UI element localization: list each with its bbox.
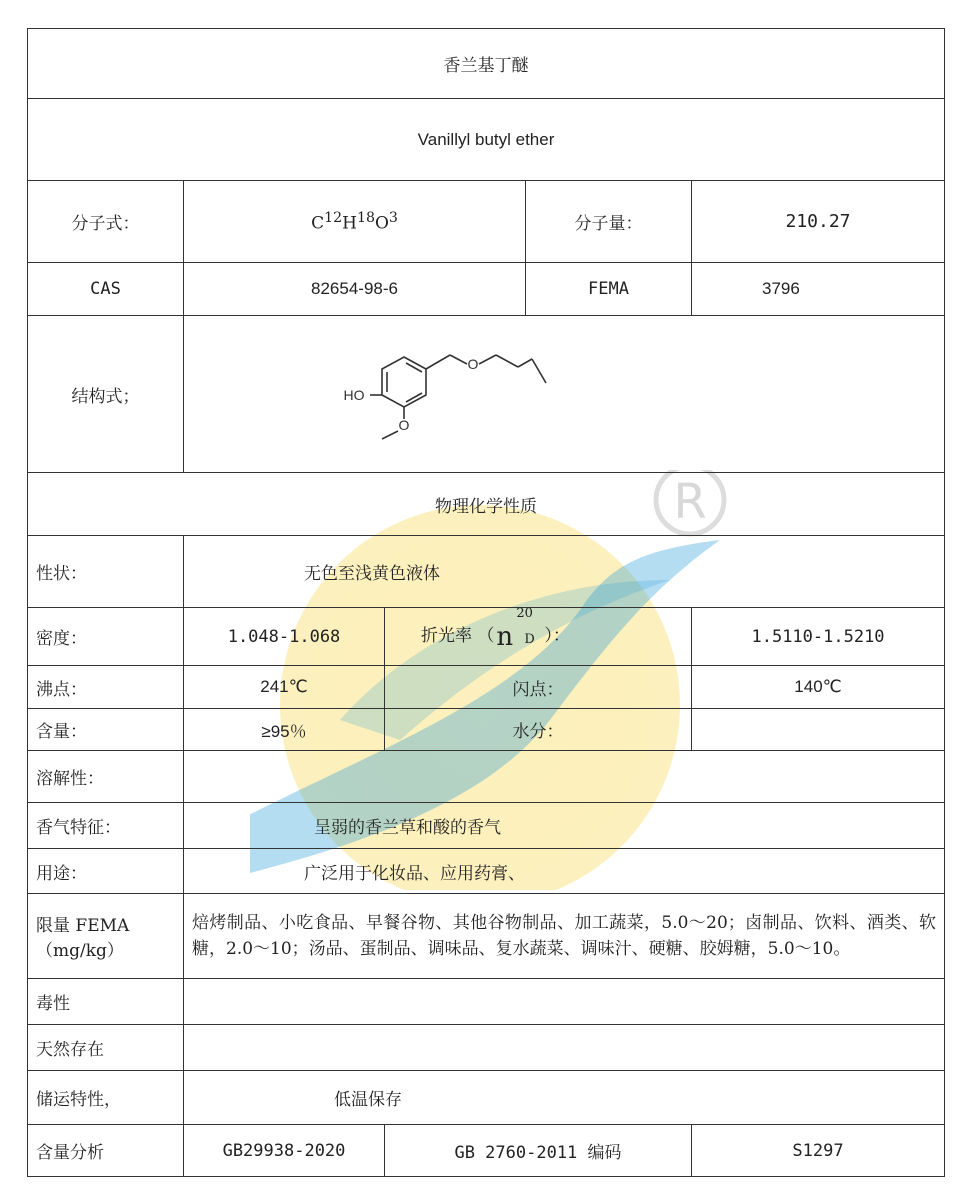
appearance-label: 性状： (28, 536, 184, 608)
boiling-row (28, 666, 945, 709)
atom-oxygen-methoxy: O (398, 417, 410, 433)
watermark-registered-mark: R (673, 474, 707, 530)
odor-value: 呈弱的香兰草和酸的香气 (184, 803, 945, 849)
content-label: 含量： (28, 709, 184, 751)
natural-label: 天然存在 (28, 1025, 184, 1071)
natural-value (184, 1025, 945, 1071)
solubility-label: 溶解性： (28, 751, 184, 803)
structure-cell (184, 316, 945, 473)
content-row (28, 709, 945, 751)
limit-label: 限量 FEMA （mg/kg） (28, 894, 184, 979)
boiling-label: 沸点： (28, 666, 184, 709)
storage-label: 储运特性， (28, 1071, 184, 1125)
density-value: 1.048-1.068 (184, 608, 385, 666)
molecular-weight: 210.27 (692, 181, 945, 263)
boiling-value: 241℃ (184, 666, 385, 709)
cas-label: CAS (28, 263, 184, 316)
odor-label: 香气特征： (28, 803, 184, 849)
appearance-value: 无色至浅黄色液体 (184, 536, 945, 608)
mw-label: 分子量： (526, 181, 692, 263)
content-value: ≥95％ (184, 709, 385, 751)
analysis-row (28, 1125, 945, 1177)
section-row (28, 473, 945, 536)
structure-diagram (332, 339, 592, 449)
title-cn: 香兰基丁醚 (28, 29, 945, 99)
refraction-label: 折光率 （ n 20 D ）： (385, 608, 692, 666)
atom-oxygen-ether: O (467, 356, 479, 372)
structure-label: 结构式； (28, 316, 184, 473)
limit-row (28, 894, 945, 979)
limit-value: 焙烤制品、小吃食品、早餐谷物、其他谷物制品、加工蔬菜，5.0～20；卤制品、饮料、酒类、软糖，2.0～10；汤品、蛋制品、调味品、复水蔬菜、调味汁、硬糖、胶姆糖，5.0～10。 (184, 894, 945, 979)
structure-row (28, 316, 945, 473)
refraction-value: 1.5110-1.5210 (692, 608, 945, 666)
cas-row (28, 263, 945, 316)
analysis-standard-2: GB 2760-2011 编码 (385, 1125, 692, 1177)
density-row (28, 608, 945, 666)
formula-label: 分子式： (28, 181, 184, 263)
density-label: 密度： (28, 608, 184, 666)
appearance-row (28, 536, 945, 608)
fema-number: 3796 (692, 263, 945, 316)
usage-row (28, 849, 945, 894)
water-value (692, 709, 945, 751)
odor-row (28, 803, 945, 849)
title-en: Vanillyl butyl ether (28, 99, 945, 181)
atom-hydroxyl: HO (343, 387, 365, 403)
flash-value: 140℃ (692, 666, 945, 709)
water-label: 水分： (385, 709, 692, 751)
toxicity-row (28, 979, 945, 1025)
fema-label: FEMA (526, 263, 692, 316)
analysis-standard-1: GB29938-2020 (184, 1125, 385, 1177)
refraction-symbol: n 20 D (496, 605, 535, 652)
toxicity-label: 毒性 (28, 979, 184, 1025)
usage-value: 广泛用于化妆品、应用药膏、 (184, 849, 945, 894)
molecular-formula: $C^{12}H^{18}O^3$ (184, 181, 526, 263)
product-spec-table (27, 28, 945, 1177)
flash-label: 闪点： (385, 666, 692, 709)
title-en-row (28, 99, 945, 181)
solubility-row (28, 751, 945, 803)
analysis-code: S1297 (692, 1125, 945, 1177)
usage-label: 用途： (28, 849, 184, 894)
analysis-label: 含量分析 (28, 1125, 184, 1177)
storage-row (28, 1071, 945, 1125)
natural-row (28, 1025, 945, 1071)
title-cn-row (28, 29, 945, 99)
cas-number: 82654-98-6 (184, 263, 526, 316)
toxicity-value (184, 979, 945, 1025)
solubility-value (184, 751, 945, 803)
formula-row (28, 181, 945, 263)
section-title: 物理化学性质 (28, 473, 945, 536)
storage-value: 低温保存 (184, 1071, 945, 1125)
